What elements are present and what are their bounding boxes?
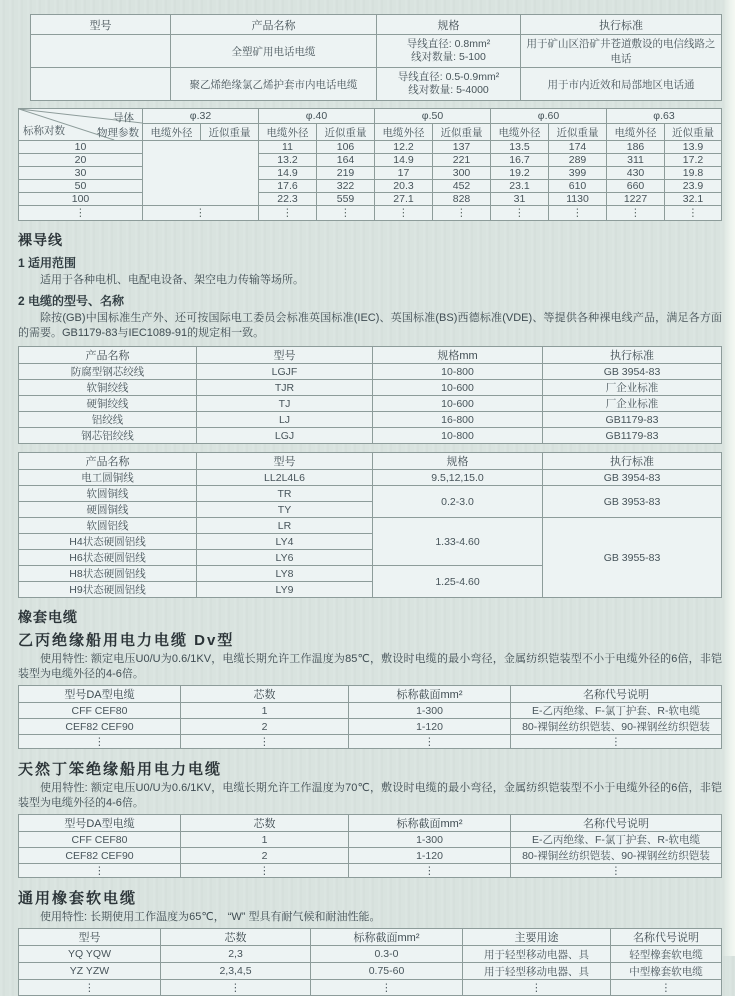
subsection-2-title: 2 电缆的型号、名称 [18,294,125,308]
ellipsis-cell: ⋮ [665,206,722,221]
cell: 14.9 [259,167,317,180]
cell-standard-merged: GB 3955-83 [543,518,722,598]
col-header-cores: 芯数 [161,929,311,946]
cell-spec: 10-800 [373,428,543,444]
ellipsis-cell: ⋮ [143,206,259,221]
cell-cores: 1 [181,832,349,848]
cell-standard: 厂企业标准 [543,396,722,412]
header-row [31,15,722,35]
spec-line1: 导线直径: 0.8mm² [406,38,491,50]
table-row [19,518,722,534]
section-title: 橡套电缆 [18,609,78,625]
cell: 27.1 [375,193,433,206]
cell-cores: 2 [181,719,349,735]
cell: 452 [433,180,491,193]
cell-spec: 10-600 [373,380,543,396]
ellipsis-cell: ⋮ [549,206,607,221]
cell-standard: GB1179-83 [543,412,722,428]
cell-model [31,68,171,101]
cell-use: 用于矿山区沿矿井苍道敷设的电信线路之电话 [521,35,722,68]
sub-header-od: 电缆外径 [259,124,317,141]
cell-model: CFF CEF80 [19,703,181,719]
cell: 11 [259,141,317,154]
col-header-product: 产品名称 [19,453,197,470]
cell-section: 0.3-0 [311,946,463,963]
table-row [19,832,722,848]
ellipsis-cell: ⋮ [375,206,433,221]
sub-header-wt: 近似重量 [433,124,491,141]
cell: 13.5 [491,141,549,154]
col-header-product: 产品名称 [19,347,197,364]
cell: 300 [433,167,491,180]
cell: 289 [549,154,607,167]
cell: 311 [607,154,665,167]
cell-model: CFF CEF80 [19,832,181,848]
ellipsis-row [19,206,722,221]
cell-section: 1-120 [349,719,511,735]
cell-product: H4状态硬圆铝线 [19,534,197,550]
cell: 23.9 [665,180,722,193]
cell: 186 [607,141,665,154]
corner-cell [19,109,143,141]
cell-model: YZ YZW [19,963,161,980]
cell: 430 [607,167,665,180]
corner-label-physical: 物理参数 [97,127,139,139]
corner-label-pairs: 标称对数 [23,125,65,137]
cell-standard: GB1179-83 [543,428,722,444]
cell-cores: 2,3,4,5 [161,963,311,980]
cell: 828 [433,193,491,206]
cell-model: CEF82 CEF90 [19,719,181,735]
cell-model: TY [197,502,373,518]
col-header-model: 型号 [197,453,373,470]
cell-pairs: 10 [19,141,143,154]
sub-header-wt: 近似重量 [317,124,375,141]
cell-product: 铝绞线 [19,412,197,428]
col-header-standard: 执行标准 [543,347,722,364]
cell-model [31,35,171,68]
pair-count-table [18,108,722,221]
sbr-marine-table [18,814,722,878]
cell: 164 [317,154,375,167]
cell-model: LGJ [197,428,373,444]
rubber-section [18,607,722,682]
header-row [19,686,722,703]
ellipsis-row [19,864,722,878]
general-rubber-section [18,887,722,925]
cell: 137 [433,141,491,154]
cell-model: TJ [197,396,373,412]
cell-product: 电工圆铜线 [19,470,197,486]
cell-section: 0.75-60 [311,963,463,980]
col-header-spec: 规格 [377,15,521,35]
ellipsis-cell: ⋮ [161,980,311,996]
table-row [19,154,722,167]
ellipsis-cell: ⋮ [349,735,511,749]
col-header-section: 标称截面mm² [311,929,463,946]
col-header-model: 型号 [31,15,171,35]
cell-product: H8状态硬圆铝线 [19,566,197,582]
cell-spec: 10-800 [373,364,543,380]
cell: 12.2 [375,141,433,154]
spec-line2: 线对数量: 5-4000 [408,84,489,96]
ellipsis-cell: ⋮ [181,864,349,878]
cell-standard: GB 3954-83 [543,364,722,380]
cell-spec: 16-800 [373,412,543,428]
col-header-model: 型号 [19,929,161,946]
cell-product: H9状态硬圆铝线 [19,582,197,598]
table-row [19,380,722,396]
subsection-2-text: 除按(GB)中国标准生产外、还可按国际电工委员会标准英国标准(IEC)、英国标准(BS)西德标准(VDE)、等提供各种裸电线产品，满足各方面的需要。GB1179-83与IEC1089-91的规定相一致。 [18,312,722,339]
table-row [19,396,722,412]
table-row [19,703,722,719]
cell-cores: 2 [181,848,349,864]
cell: 19.8 [665,167,722,180]
empty-merged-cell [143,141,259,206]
cell-product: 聚乙烯绝缘氯乙烯护套市内电话电缆 [171,68,377,101]
table-row [31,35,722,68]
col-header-spec: 规格mm [373,347,543,364]
group-header: φ.32 [143,109,259,124]
col-header-model: 型号DA型电缆 [19,815,181,832]
cell-section: 1-300 [349,832,511,848]
cell: 1130 [549,193,607,206]
cell: 221 [433,154,491,167]
ellipsis-cell: ⋮ [463,980,611,996]
cell: 32.1 [665,193,722,206]
table-row [19,470,722,486]
ellipsis-cell: ⋮ [611,980,722,996]
bare-wire-section [18,230,722,341]
cell: 174 [549,141,607,154]
col-header-cores: 芯数 [181,815,349,832]
ellipsis-cell: ⋮ [19,206,143,221]
cell: 559 [317,193,375,206]
cell-code: 80-裸铜丝纺织铠装、90-裸钢丝纺织铠装 [511,848,722,864]
col-header-code: 名称代号说明 [511,686,722,703]
col-header-section: 标称截面mm² [349,686,511,703]
general-usage-note: 使用特性: 长期使用工作温度为65℃， “W” 型具有耐气候和耐油性能。 [40,911,381,923]
cell-product: 软圆铜线 [19,486,197,502]
cell: 322 [317,180,375,193]
col-header-product: 产品名称 [171,15,377,35]
cell-code: E-乙丙绝缘、F-氯丁护套、R-软电缆 [511,703,722,719]
sub-header-od: 电缆外径 [491,124,549,141]
strand-wire-table [18,346,722,444]
ellipsis-cell: ⋮ [607,206,665,221]
table-row [19,963,722,980]
ellipsis-cell: ⋮ [259,206,317,221]
table-row [19,412,722,428]
ellipsis-row [19,735,722,749]
sub-header-wt: 近似重量 [549,124,607,141]
ellipsis-row [19,980,722,996]
cell-spec-merged: 0.2-3.0 [373,486,543,518]
col-header-code: 名称代号说明 [511,815,722,832]
ellipsis-cell: ⋮ [181,735,349,749]
header-row [19,929,722,946]
cell-use: 用于轻型移动电器、具 [463,946,611,963]
cell-code: E-乙丙绝缘、F-氯丁护套、R-软电缆 [511,832,722,848]
cell-model: LR [197,518,373,534]
sbr-marine-section [18,758,722,811]
group-header-row [19,109,722,124]
table-row [19,167,722,180]
cell: 399 [549,167,607,180]
cell-use: 用于市内近效和局部地区电话通 [521,68,722,101]
cell-spec [377,68,521,101]
cell: 13.9 [665,141,722,154]
table-row [19,428,722,444]
ellipsis-cell: ⋮ [433,206,491,221]
cell-model: LY4 [197,534,373,550]
sub-header-od: 电缆外径 [607,124,665,141]
header-row [19,347,722,364]
col-header-model: 型号DA型电缆 [19,686,181,703]
cell-spec-merged: 1.33-4.60 [373,518,543,566]
page-edge-shading [722,0,735,956]
group-header: φ.40 [259,109,375,124]
table-row [19,946,722,963]
col-header-standard: 执行标准 [521,15,722,35]
ellipsis-cell: ⋮ [491,206,549,221]
spec-line1: 导线直径: 0.5-0.9mm² [397,71,500,83]
cell-spec: 10-600 [373,396,543,412]
cell-model: LY8 [197,566,373,582]
cell-spec [377,35,521,68]
sub-header-od: 电缆外径 [143,124,201,141]
cell-model: LY9 [197,582,373,598]
cell: 20.3 [375,180,433,193]
sbr-marine-title: 天然丁笨绝缘船用电力电缆 [18,761,223,778]
col-header-model: 型号 [197,347,373,364]
cell-pairs: 30 [19,167,143,180]
epr-usage-note: 使用特性: 额定电压U0/U为0.6/1KV，电缆长期允许工作温度为85℃，敷设时电缆的最小弯径，金属纺织铠装型不小于电缆外径的6倍，非铠装型为电缆外径的4-6倍。 [18,653,722,680]
cell: 17.2 [665,154,722,167]
cell-model: LL2L4L6 [197,470,373,486]
cell-product: 硬铜绞线 [19,396,197,412]
cell-code: 80-裸铜丝纺织铠装、90-裸钢丝纺织铠装 [511,719,722,735]
cell: 17.6 [259,180,317,193]
ellipsis-cell: ⋮ [511,735,722,749]
cell-model: LY6 [197,550,373,566]
cell: 219 [317,167,375,180]
group-header: φ.63 [607,109,722,124]
cell: 1227 [607,193,665,206]
table-row [19,180,722,193]
ellipsis-cell: ⋮ [19,864,181,878]
cell-pairs: 50 [19,180,143,193]
ellipsis-cell: ⋮ [317,206,375,221]
sub-header-wt: 近似重量 [201,124,259,141]
cell: 23.1 [491,180,549,193]
cell: 31 [491,193,549,206]
header-row [19,453,722,470]
cell: 13.2 [259,154,317,167]
table-row [31,68,722,101]
epr-marine-table [18,685,722,749]
col-header-cores: 芯数 [181,686,349,703]
table-row [19,719,722,735]
sub-header-wt: 近似重量 [665,124,722,141]
group-header: φ.60 [491,109,607,124]
cell-model: TR [197,486,373,502]
ellipsis-cell: ⋮ [311,980,463,996]
ellipsis-cell: ⋮ [19,980,161,996]
cell-product: 软铜绞线 [19,380,197,396]
cell-spec-merged: 1.25-4.60 [373,566,543,598]
cell-model: TJR [197,380,373,396]
cell-model: YQ YQW [19,946,161,963]
subsection-1-title: 1 适用范围 [18,256,77,270]
cell-product: 全塑矿用电话电缆 [171,35,377,68]
group-header: φ.50 [375,109,491,124]
cell: 14.9 [375,154,433,167]
cell-product: 钢芯铝绞线 [19,428,197,444]
round-wire-table [18,452,722,598]
col-header-spec: 规格 [373,453,543,470]
epr-marine-title: 乙丙绝缘船用电力电缆 Dv型 [18,632,235,649]
subsection-1-text: 适用于各种电机、电配电设备、架空电力传输等场所。 [40,274,304,286]
cell-standard: GB 3954-83 [543,470,722,486]
cell-standard: 厂企业标准 [543,380,722,396]
general-rubber-title: 通用橡套软电缆 [18,890,138,907]
cell: 22.3 [259,193,317,206]
cell: 16.7 [491,154,549,167]
cell-code: 轻型橡套软电缆 [611,946,722,963]
cell-model: CEF82 CEF90 [19,848,181,864]
ellipsis-cell: ⋮ [19,735,181,749]
ellipsis-cell: ⋮ [349,864,511,878]
cell-model: LGJF [197,364,373,380]
cell-standard-merged: GB 3953-83 [543,486,722,518]
cell: 106 [317,141,375,154]
sbr-usage-note: 使用特性: 额定电压U0/U为0.6/1KV，电缆长期允许工作温度为70℃，敷设时电缆的最小弯径，金属纺织铠装型不小于电缆外径的6倍，非铠装型为电缆外径的4-6倍。 [18,782,722,809]
col-header-section: 标称截面mm² [349,815,511,832]
table-row [19,486,722,502]
table-row [19,364,722,380]
cell-code: 中型橡套软电缆 [611,963,722,980]
cell-spec: 9.5,12,15.0 [373,470,543,486]
section-title: 裸导线 [18,232,63,248]
cell-product: H6状态硬圆铝线 [19,550,197,566]
header-row [19,815,722,832]
table-row [19,141,722,154]
cell-product: 防腐型钢芯绞线 [19,364,197,380]
cell-use: 用于轻型移动电器、具 [463,963,611,980]
cell-section: 1-300 [349,703,511,719]
ellipsis-cell: ⋮ [511,864,722,878]
cell: 19.2 [491,167,549,180]
cell-product: 软圆铝线 [19,518,197,534]
cell-pairs: 20 [19,154,143,167]
spec-line2: 线对数量: 5-100 [411,51,486,63]
corner-label-conductor: 导体 [113,112,134,124]
cell-product: 硬圆铜线 [19,502,197,518]
general-rubber-table [18,928,722,996]
col-header-use: 主要用途 [463,929,611,946]
cell: 17 [375,167,433,180]
col-header-code: 名称代号说明 [611,929,722,946]
sub-header-od: 电缆外径 [375,124,433,141]
cell-model: LJ [197,412,373,428]
cell-cores: 2,3 [161,946,311,963]
cell-cores: 1 [181,703,349,719]
table-row [19,193,722,206]
table-row [19,848,722,864]
cell-section: 1-120 [349,848,511,864]
cell: 610 [549,180,607,193]
cell: 660 [607,180,665,193]
phone-cable-table [30,14,722,101]
col-header-standard: 执行标准 [543,453,722,470]
cell-pairs: 100 [19,193,143,206]
